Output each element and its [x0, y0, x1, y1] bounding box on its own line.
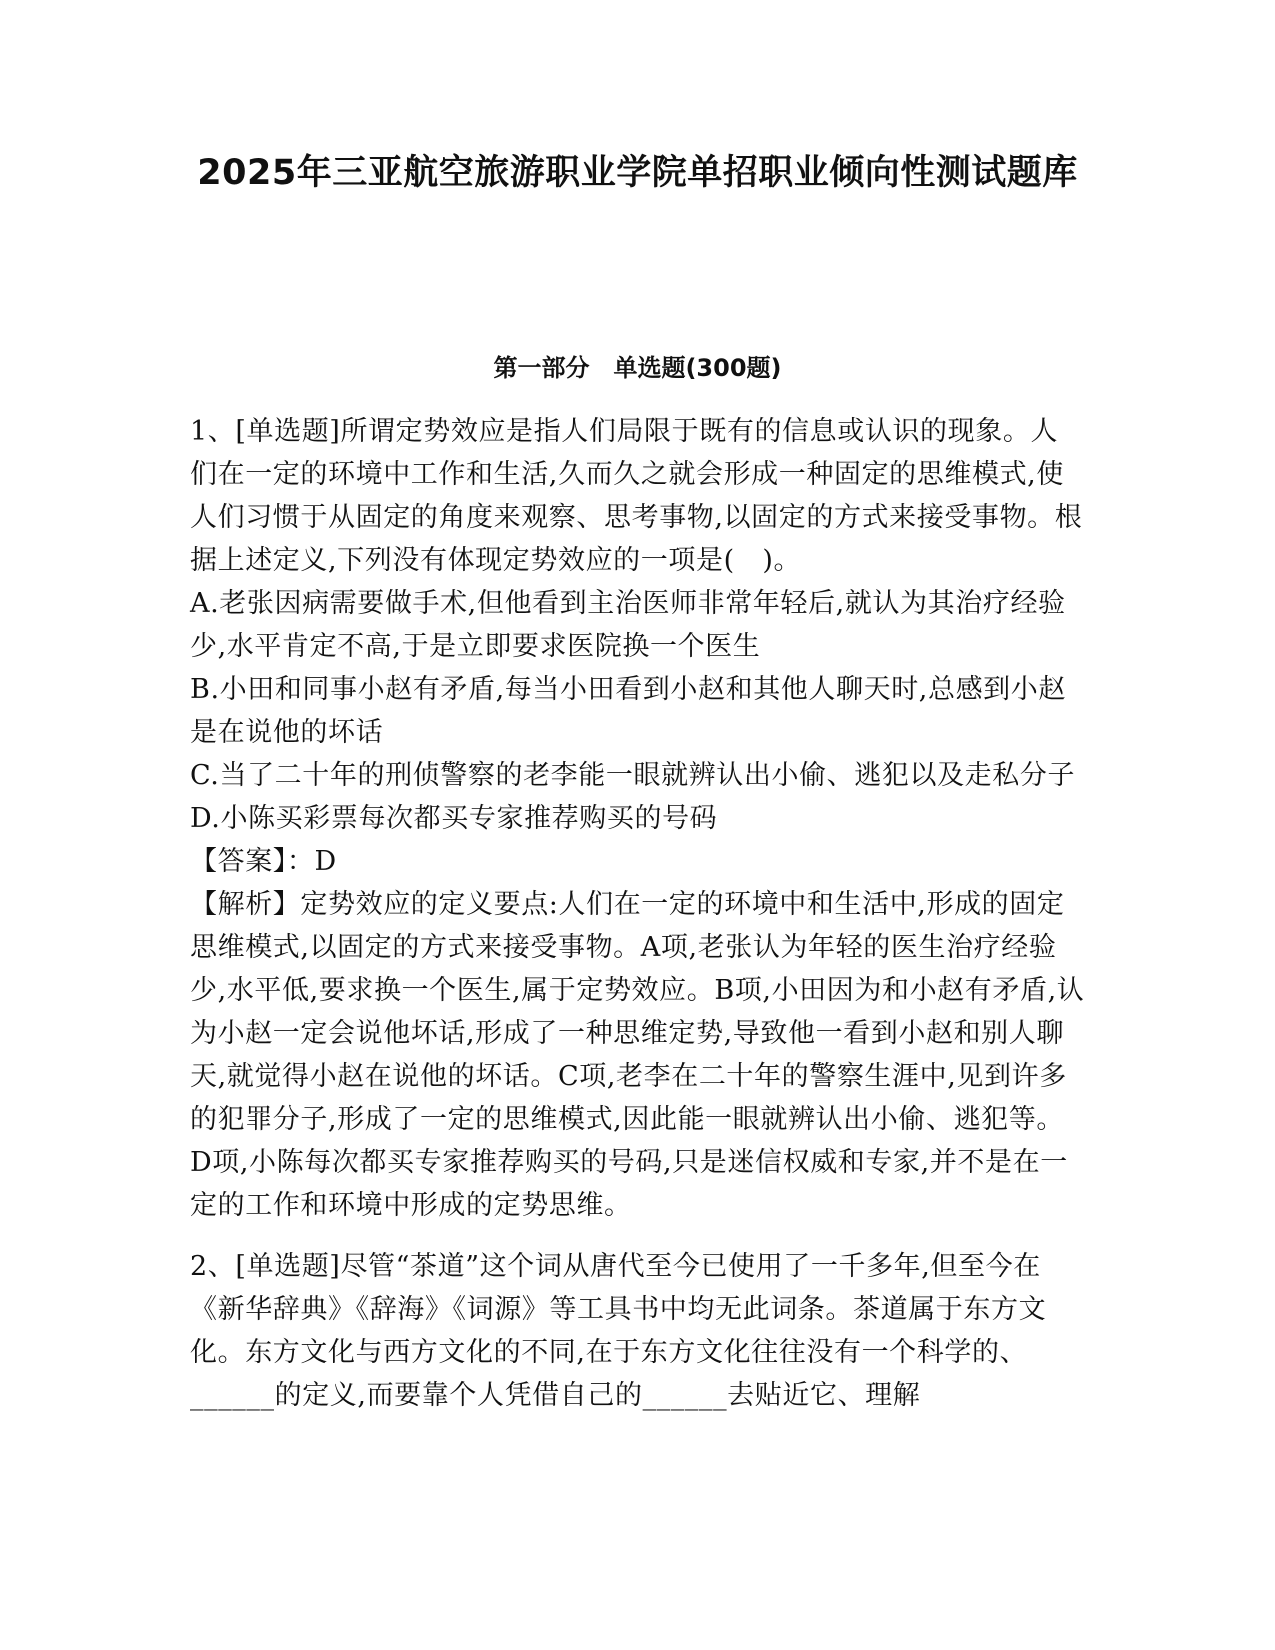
option-a: A.老张因病需要做手术,但他看到主治医师非常年轻后,就认为其治疗经验少,水平肯定不高,于是立即要求医院换一个医生 — [190, 588, 1066, 662]
answer-label: 【答案】 — [190, 846, 287, 877]
option-c: C.当了二十年的刑侦警察的老李能一眼就辨认出小偷、逃犯以及走私分子 — [190, 760, 1076, 791]
option-d: D.小陈买彩票每次都买专家推荐购买的号码 — [190, 803, 718, 834]
analysis-label: 【解析】 — [190, 889, 301, 920]
section-heading: 第一部分 单选题(300题) — [493, 354, 782, 382]
question-2 — [190, 1245, 1085, 1417]
answer-line — [190, 840, 1085, 883]
question-stem: 1、[单选题]所谓定势效应是指人们局限于既有的信息或认识的现象。人们在一定的环境中工作和生活,久而久之就会形成一种固定的思维模式,使人们习惯于从固定的角度来观察、思考事物,以固定的方式来接受事物。根据上述定义,下列没有体现定势效应的一项是( )。 — [190, 416, 1083, 576]
analysis-paragraph — [190, 883, 1085, 1227]
question-1 — [190, 410, 1085, 1227]
analysis-text: 定势效应的定义要点:人们在一定的环境中和生活中,形成的固定思维模式,以固定的方式来接受事物。A项,老张认为年轻的医生治疗经验少,水平低,要求换一个医生,属于定势效应。B项,小田因为和小赵有矛盾,认为小赵一定会说他坏话,形成了一种思维定势,导致他一看到小赵和别人聊天,就觉得小赵在说他的坏话。C项,老李在二十年的警察生涯中,见到许多的犯罪分子,形成了一定的思维模式,因此能一眼就辨认出小偷、逃犯等。D项,小陈每次都买专家推荐购买的号码,只是迷信权威和专家,并不是在一定的工作和环境中形成的定势思维。 — [190, 889, 1085, 1221]
option-b: B.小田和同事小赵有矛盾,每当小田看到小赵和其他人聊天时,总感到小赵是在说他的坏话 — [190, 674, 1066, 748]
document-title: 2025年三亚航空旅游职业学院单招职业倾向性测试题库 — [197, 153, 1078, 193]
question-stem: 2、[单选题]尽管“茶道”这个词从唐代至今已使用了一千多年,但至今在《新华辞典》《辞海》《词源》等工具书中均无此词条。茶道属于东方文化。东方文化与西方文化的不同,在于东方文化往往没有一个科学的、______的定义,而要靠个人凭借自己的______去贴近它、理解 — [190, 1251, 1047, 1411]
question-list — [190, 410, 1085, 1435]
answer-value: ：D — [286, 846, 337, 877]
